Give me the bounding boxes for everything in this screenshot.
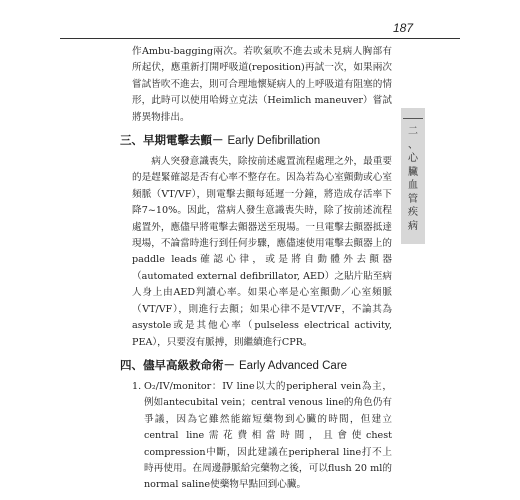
section-heading-latin: Early Defibrillation bbox=[227, 135, 321, 148]
side-tab-char: 疾 bbox=[408, 207, 418, 218]
side-tab-char: 心 bbox=[408, 153, 418, 164]
section-heading-cjk: 三、早期電擊去顫－ bbox=[120, 133, 224, 148]
section-heading-early-advanced-care bbox=[120, 357, 392, 374]
section-heading-early-defibrillation bbox=[120, 132, 392, 149]
section-heading-cjk: 四、儘早高級救命術－ bbox=[120, 357, 235, 372]
side-tab-char: 二 bbox=[408, 126, 418, 137]
side-tab-char: 血 bbox=[408, 180, 418, 191]
section-body-defibrillation: 病人突發意識喪失，除按前述處置流程處理之外，最重要的是趕緊確認是否有心率不整存在。因為若為心室顫動或心室頻脈（VT/VF），則電擊去顫每延遲一分鐘，將造成存活率下降7~10%。因此，當病人發生意識喪失時，除了按前述流程處置外，應儘早將電擊去顫器送至現場。一旦電擊去顫器抵達現場，不論當時進行到任何步驟，應儘速使用電擊去顫器上的paddle leads確認心律，或是將自動體外去顫器（automated external defibrillator, AED）之貼片貼至病人身上由AED判讀心率。如果心率是心室顫動／心室頻脈（VT/VF），則進行去顫；如果心律不是VT/VF，不論其為asystole或是其他心率（pulseless electrical activity, PEA），只要沒有脈搏，則繼續進行CPR。 bbox=[132, 156, 392, 348]
list-item-number: 1. bbox=[132, 380, 142, 392]
header-rule bbox=[60, 38, 460, 39]
side-tab-char: 臟 bbox=[408, 166, 418, 178]
side-tab-char: 、 bbox=[408, 139, 418, 151]
list-item bbox=[132, 379, 392, 494]
list-item-text: O₂/IV/monitor：IV line以大的peripheral vein為主，例如antecubital vein；central venous line的角色仍有爭議，因為它雖然能縮短藥物到心臟的時間，但建立central line需花費相當時間，且會使chest compression中斷，因此建議在peripheral line打不上時再使用。在周邊靜脈給完藥物之後，可以flush 20 ml的normal saline使藥物早點回到心臟。 bbox=[144, 380, 392, 491]
section-heading-latin: Early Advanced Care bbox=[239, 359, 348, 372]
page-number: 187 bbox=[392, 21, 413, 35]
side-tab-char: 病 bbox=[408, 220, 418, 232]
side-tab-rule bbox=[403, 118, 423, 119]
chapter-side-tab bbox=[401, 108, 425, 244]
paragraph-continuation: 作Ambu-bagging兩次。若吹氣吹不進去或未見病人胸部有所起伏，應重新打開呼吸道(reposition)再試一次，如果兩次嘗試皆吹不進去，則可合理地懷疑病人的上呼吸道有阻塞的情形，此時可以使用哈姆立克法（Heimlich maneuver）嘗試將異物排出。 bbox=[132, 46, 392, 123]
page-content bbox=[120, 44, 392, 494]
advanced-care-list bbox=[132, 379, 392, 494]
side-tab-char: 管 bbox=[408, 193, 418, 205]
